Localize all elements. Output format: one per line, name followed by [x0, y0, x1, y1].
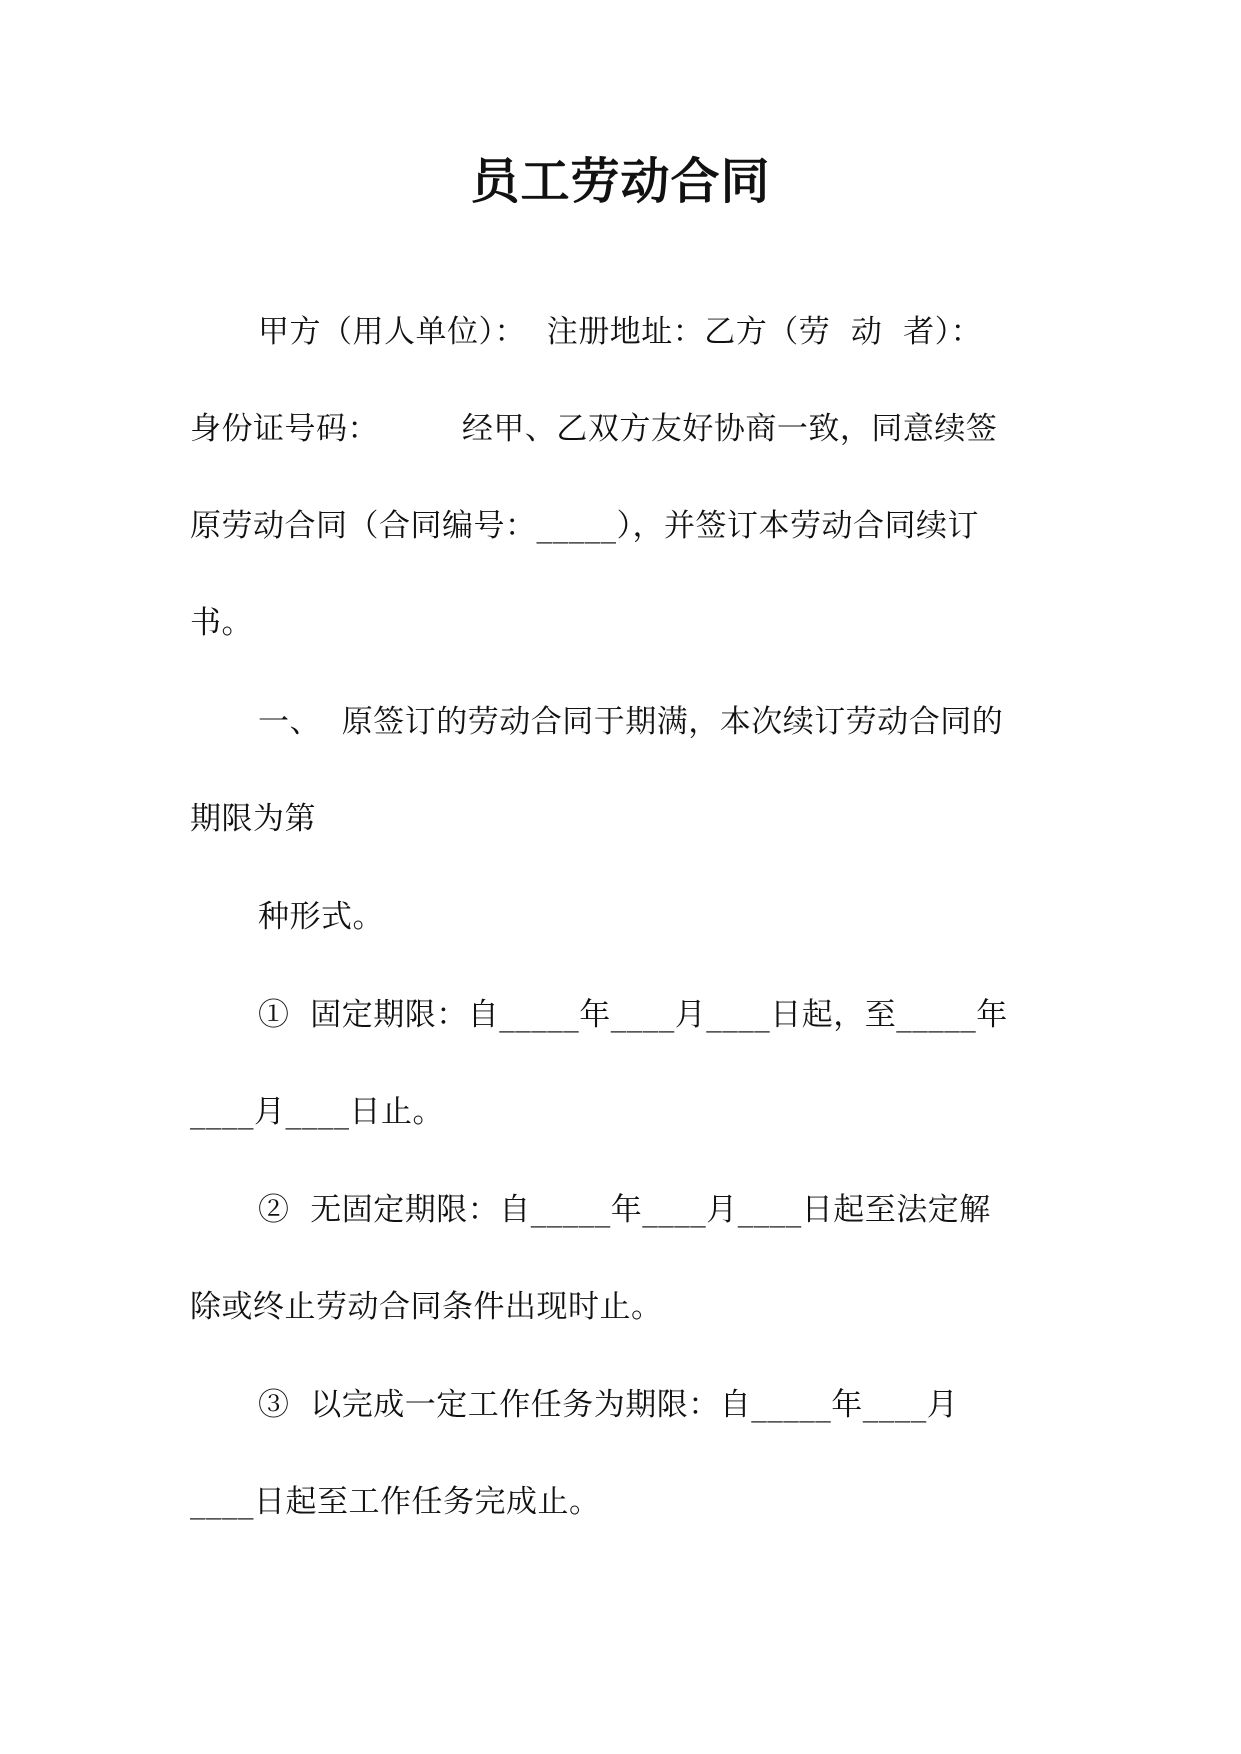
paragraph-line: ② 无固定期限：自_____年____月____日起至法定解: [258, 1192, 991, 1228]
paragraph-line: ____月____日止。: [190, 1094, 444, 1130]
paragraph-line: ① 固定期限：自_____年____月____日起，至_____年: [258, 997, 1008, 1033]
paragraph-line: ____日起至工作任务完成止。: [190, 1484, 601, 1520]
paragraph-line: 除或终止劳动合同条件出现时止。: [190, 1289, 663, 1325]
paragraph-line: 原劳动合同（合同编号：_____），并签订本劳动合同续订: [190, 508, 979, 544]
paragraph-line: 甲方（用人单位）： 注册地址：乙方（劳 动 者）：: [258, 314, 983, 350]
document-title: 员工劳动合同: [470, 153, 771, 210]
paragraph-line: 种形式。: [258, 899, 384, 935]
paragraph-line: 身份证号码： 经甲、乙双方友好协商一致，同意续签: [190, 411, 998, 447]
paragraph-line: ③ 以完成一定工作任务为期限：自_____年____月: [258, 1387, 959, 1423]
paragraph-line: 一、 原签订的劳动合同于期满，本次续订劳动合同的: [258, 704, 1004, 740]
paragraph-line: 书。: [190, 605, 253, 641]
paragraph-line: 期限为第: [190, 801, 316, 837]
